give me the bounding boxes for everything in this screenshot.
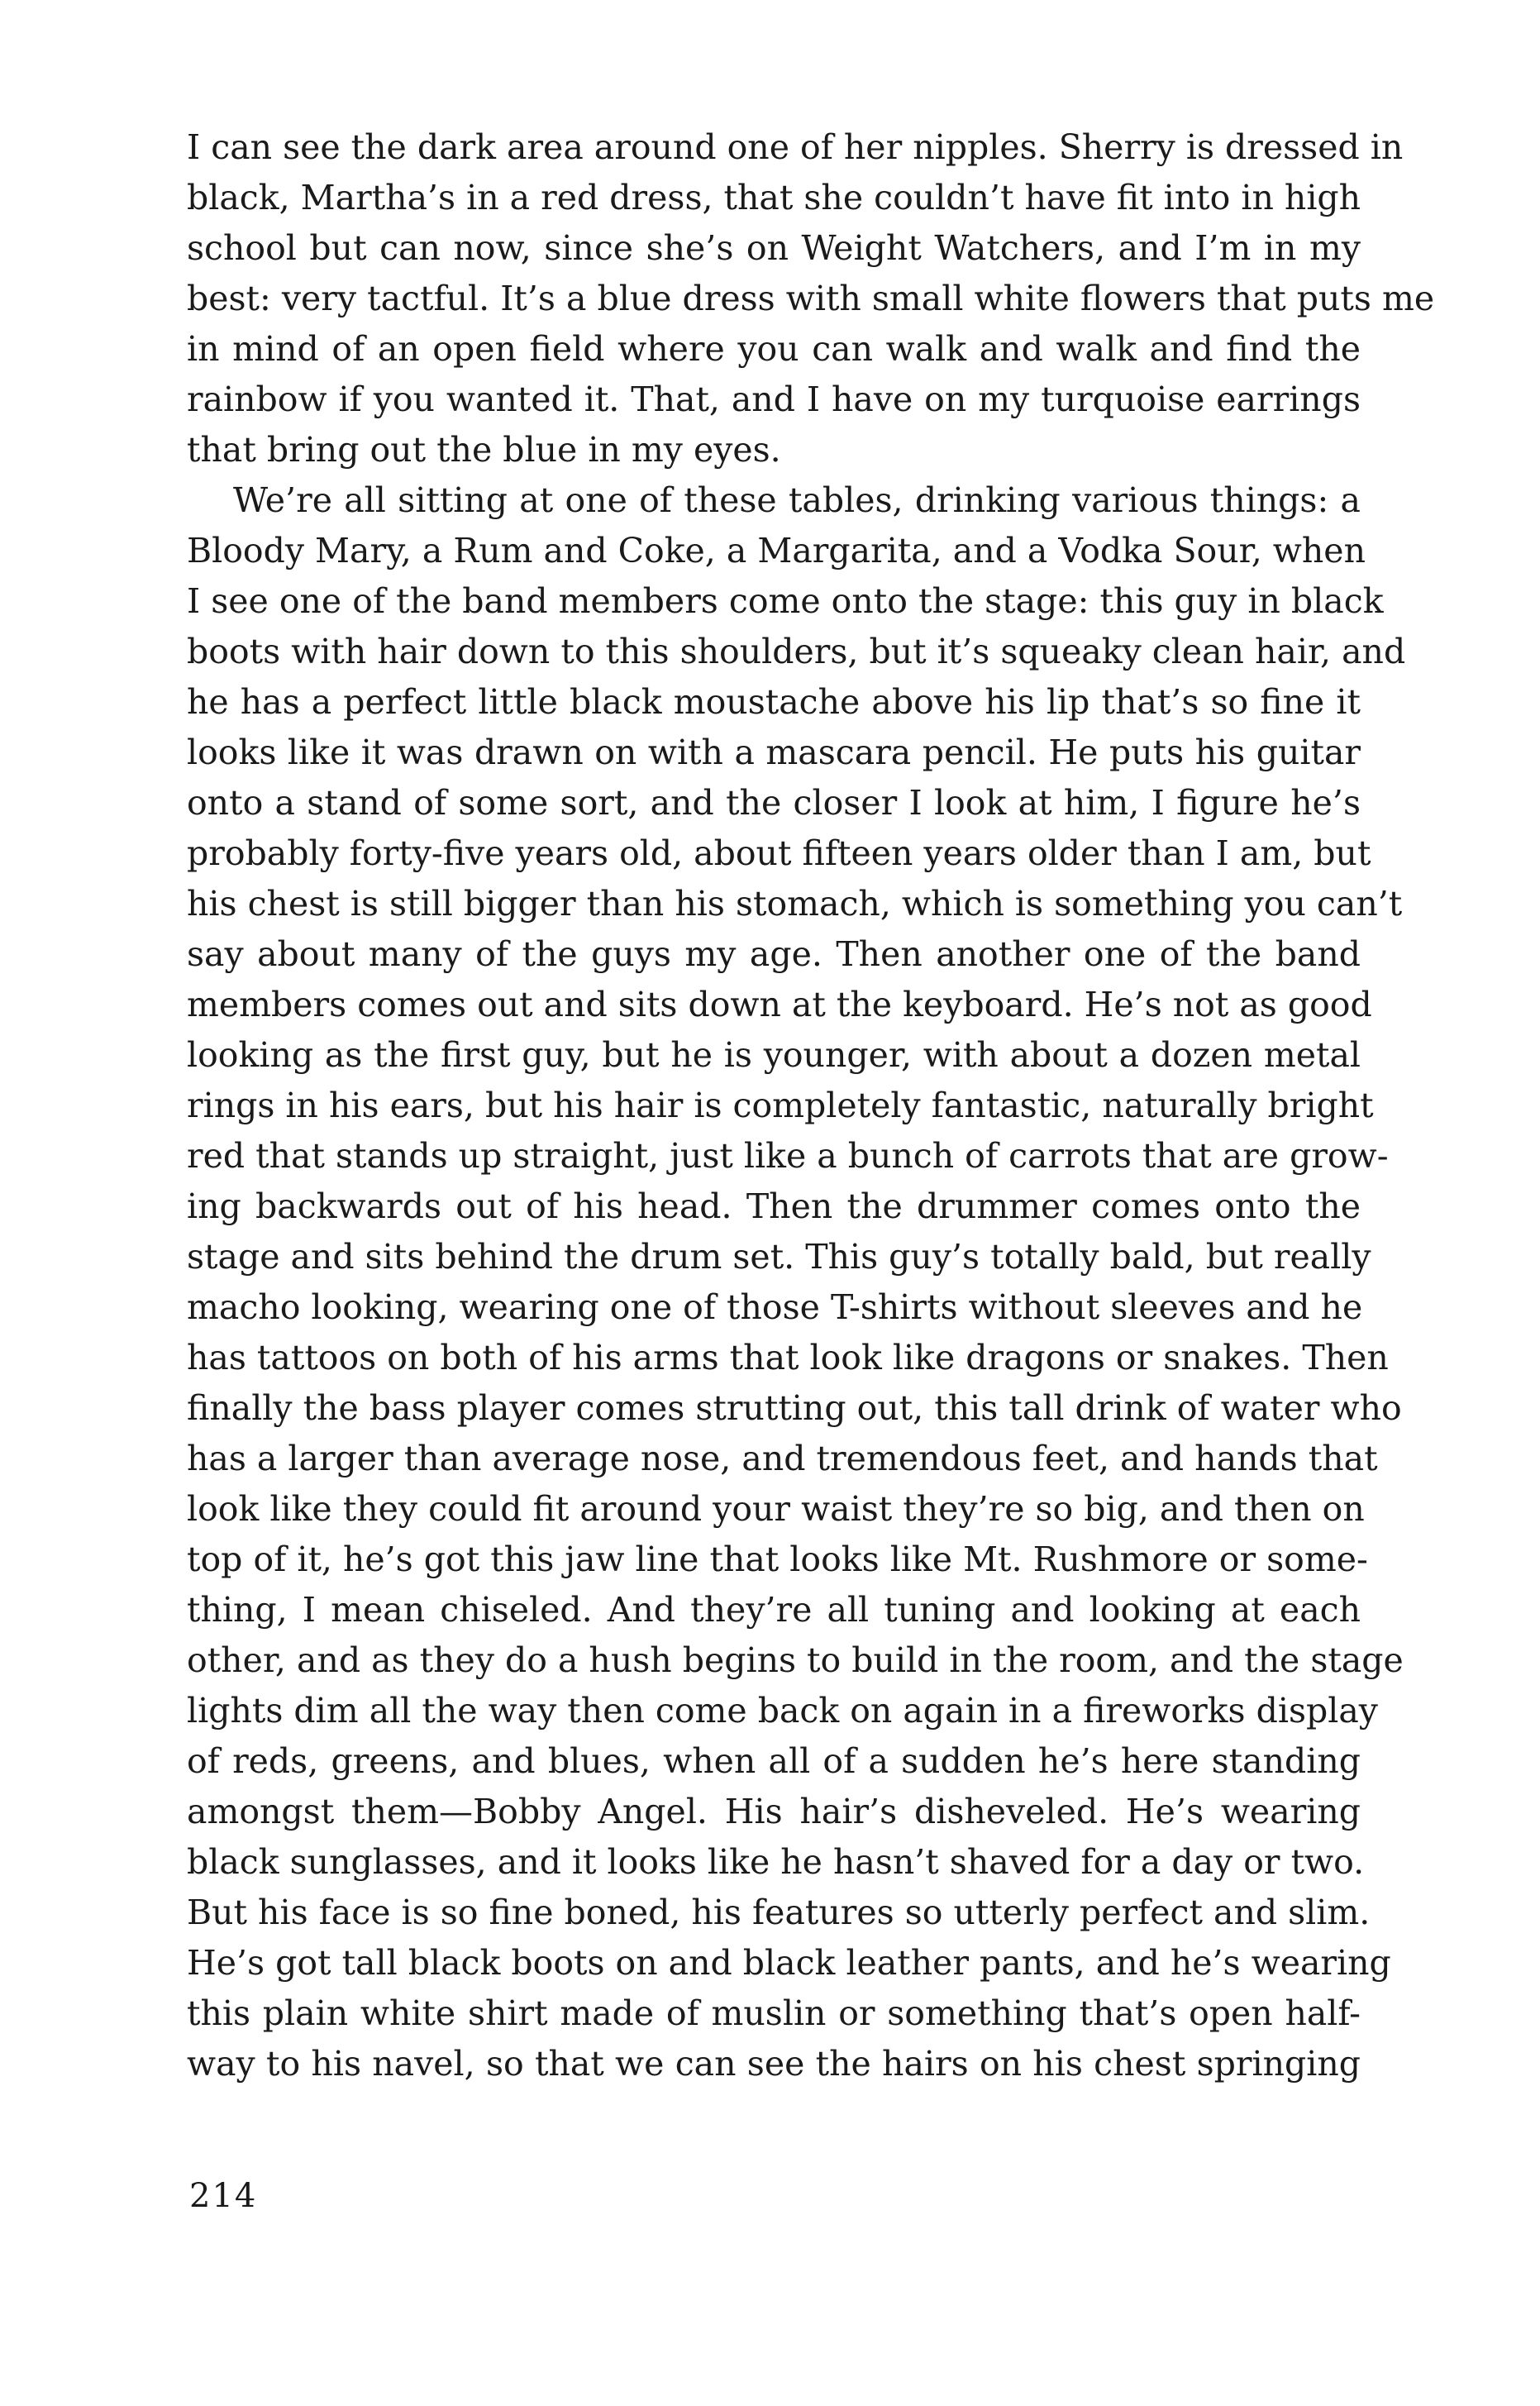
text-line: Bloody Mary, a Rum and Coke, a Margarita, and a Vodka Sour, when <box>187 531 1366 570</box>
text-line: this plain white shirt made of muslin or something that’s open half- <box>187 1993 1361 2033</box>
text-line: other, and as they do a hush begins to build in the room, and the stage <box>187 1640 1404 1680</box>
text-line: members comes out and sits down at the keyboard. He’s not as good <box>187 985 1372 1024</box>
page-number: 214 <box>189 2177 258 2215</box>
text-line: I can see the dark area around one of her nipples. Sherry is dressed in <box>187 127 1404 167</box>
text-line: He’s got tall black boots on and black leather pants, and he’s wearing <box>187 1943 1391 1983</box>
text-line: looking as the first guy, but he is younger, with about a dozen metal <box>187 1035 1361 1075</box>
text-line: probably forty-five years old, about fifteen years older than I am, but <box>187 833 1371 873</box>
text-line: rainbow if you wanted it. That, and I have on my turquoise earrings <box>187 380 1361 419</box>
text-line: school but can now, since she’s on Weight Watchers, and I’m in my <box>187 228 1361 268</box>
text-line: boots with hair down to this shoulders, but it’s squeaky clean hair, and <box>187 632 1406 671</box>
text-line: macho looking, wearing one of those T-shirts without sleeves and he <box>187 1287 1363 1327</box>
text-line: of reds, greens, and blues, when all of a sudden he’s here standing <box>187 1741 1361 1781</box>
text-line: top of it, he’s got this jaw line that looks like Mt. Rushmore or some- <box>187 1540 1368 1579</box>
text-line: But his face is so fine boned, his features so utterly perfect and slim. <box>187 1893 1371 1932</box>
text-line: finally the bass player comes strutting out, this tall drink of water who <box>187 1388 1402 1428</box>
text-line: black sunglasses, and it looks like he hasn’t shaved for a day or two. <box>187 1842 1365 1882</box>
text-line: that bring out the blue in my eyes. <box>187 430 781 470</box>
text-line: rings in his ears, but his hair is completely fantastic, naturally bright <box>187 1086 1374 1125</box>
body-text <box>187 122 1435 2089</box>
text-line: amongst them—Bobby Angel. His hair’s disheveled. He’s wearing <box>187 1792 1361 1831</box>
text-line: red that stands up straight, just like a bunch of carrots that are grow- <box>187 1136 1389 1176</box>
text-line: onto a stand of some sort, and the closer I look at him, I figure he’s <box>187 783 1361 823</box>
text-line: look like they could fit around your waist they’re so big, and then on <box>187 1489 1365 1529</box>
text-line: say about many of the guys my age. Then another one of the band <box>187 934 1361 974</box>
text-line: I see one of the band members come onto the stage: this guy in black <box>187 581 1384 621</box>
text-line: he has a perfect little black moustache above his lip that’s so fine it <box>187 682 1361 722</box>
text-line: black, Martha’s in a red dress, that she couldn’t have fit into in high <box>187 178 1361 217</box>
text-line: has tattoos on both of his arms that look like dragons or snakes. Then <box>187 1338 1389 1377</box>
text-line: We’re all sitting at one of these tables, drinking various things: a <box>233 480 1361 520</box>
text-line: ing backwards out of his head. Then the drummer comes onto the <box>187 1186 1361 1226</box>
text-line: his chest is still bigger than his stomach, which is something you can’t <box>187 884 1403 924</box>
text-line: lights dim all the way then come back on again in a fireworks display <box>187 1691 1378 1731</box>
text-line: stage and sits behind the drum set. This guy’s totally bald, but really <box>187 1237 1371 1277</box>
text-line: in mind of an open field where you can walk and walk and find the <box>187 329 1361 369</box>
text-line: way to his navel, so that we can see the hairs on his chest springing <box>187 2044 1361 2084</box>
text-line: best: very tactful. It’s a blue dress with small white flowers that puts me <box>187 279 1435 318</box>
text-line: has a larger than average nose, and tremendous feet, and hands that <box>187 1439 1378 1478</box>
text-line: thing, I mean chiseled. And they’re all tuning and looking at each <box>187 1590 1361 1630</box>
text-line: looks like it was drawn on with a mascara pencil. He puts his guitar <box>187 733 1361 772</box>
